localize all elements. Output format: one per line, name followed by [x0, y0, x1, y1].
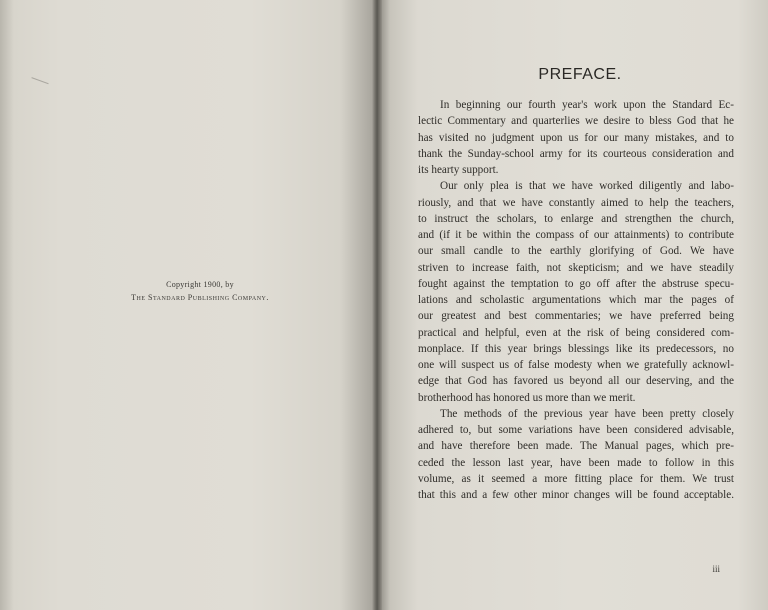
text-line: thank the Sunday-school army for its courteous consideration and	[418, 147, 734, 160]
text-line: one will suspect us of false modesty when we gratefully acknowl-	[418, 359, 734, 371]
text-line: to instruct the scholars, to enlarge and strengthen the church,	[418, 212, 734, 225]
text-line: In beginning our fourth year's work upon the Standard Ec-	[440, 99, 734, 111]
text-line: volume, as it seemed a more fitting place for them. We trust	[418, 472, 734, 485]
copyright-notice	[100, 278, 300, 304]
text-line: adhered to, but some variations have been considered advisable,	[418, 424, 734, 436]
text-line: has visited no judgment upon us for our many mistakes, and to	[418, 131, 734, 144]
pencil-mark	[29, 77, 48, 90]
text-line: that this and a few other minor changes will be found acceptable.	[418, 489, 734, 501]
text-line: lations and scholastic argumentations which mar the pages of	[418, 294, 734, 306]
page-title: PREFACE.	[538, 66, 622, 83]
text-line: lectic Commentary and quarterlies we desire to bless God that he	[418, 115, 734, 128]
text-line: ceded the lesson last year, have been made to follow in this	[418, 456, 734, 469]
text-line: striven to increase faith, not skepticism; and we have steadily	[418, 261, 734, 274]
text-line: practical and helpful, even at the risk of being considered com-	[418, 326, 734, 339]
text-line: and have therefore been made. The Manual pages, which pre-	[418, 440, 734, 453]
text-line: fought against the temptation to go off after the abstruse specu-	[418, 277, 734, 290]
text-line: and (if it be within the compass of our attainments) to contribute	[418, 229, 734, 241]
text-line: riously, and that we have constantly aimed to help the teachers,	[418, 196, 734, 209]
left-page	[0, 0, 378, 610]
preface-body	[418, 97, 734, 503]
text-line: The methods of the previous year have been pretty closely	[440, 407, 734, 420]
text-line: our greatest and best commentaries; we have preferred being	[418, 310, 734, 323]
copyright-line-2: The Standard Publishing Company.	[131, 293, 269, 302]
text-line: brotherhood has honored us more than we merit.	[418, 391, 636, 404]
text-line: edge that God has favored us beyond all our deserving, and the	[418, 375, 734, 388]
text-line: its hearty support.	[418, 164, 499, 176]
text-line: Our only plea is that we have worked diligently and labo-	[440, 180, 734, 193]
copyright-line-1: Copyright 1900, by	[166, 280, 234, 289]
text-line: our small candle to the earthly glorifying of God. We have	[418, 245, 734, 258]
page-number: iii	[712, 564, 720, 574]
text-line: monplace. If this year brings blessings like its predecessors, no	[418, 342, 734, 355]
book-gutter	[372, 0, 382, 610]
